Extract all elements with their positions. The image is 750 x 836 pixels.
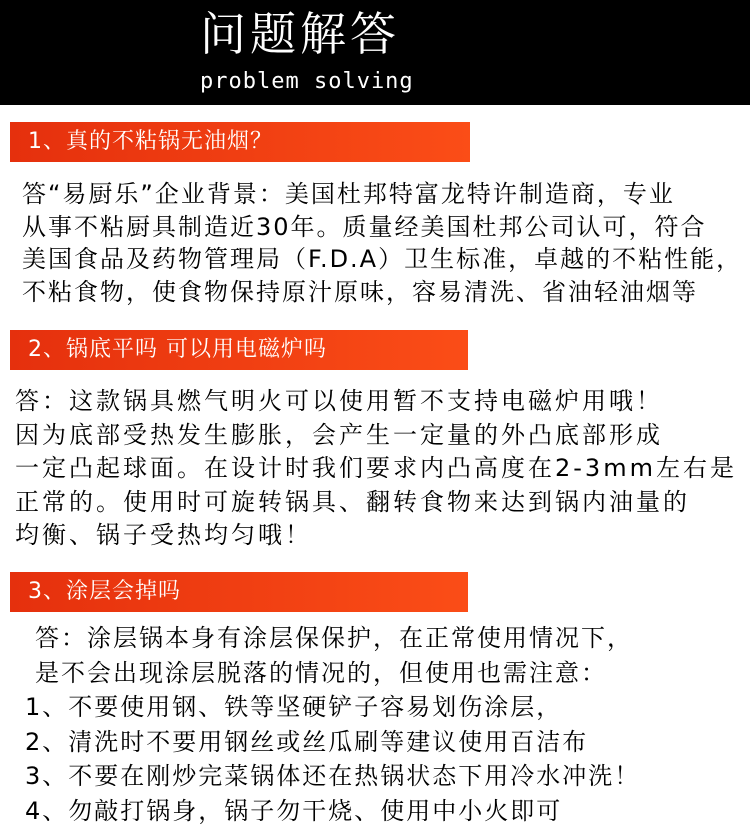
section-heading-2: 2、锅底平吗 可以用电磁炉吗 (28, 337, 327, 362)
section-heading-bar-2 (10, 330, 468, 370)
answer-line: 答：涂层锅本身有涂层保保护，在正常使用情况下， (35, 624, 633, 652)
answer-block-2 (15, 385, 740, 553)
answer-line: 因为底部受热发生膨胀，会产生一定量的外凸底部形成 (15, 420, 663, 449)
page-header (0, 0, 750, 105)
answer-line: 1、不要使用钢、铁等坚硬铲子容易划伤涂层， (25, 693, 563, 721)
answer-line: 从事不粘厨具制造近30年。质量经美国杜邦公司认可，符合 (22, 212, 707, 241)
answer-line: 3、不要在刚炒完菜锅体还在热锅状态下用冷水冲洗！ (25, 762, 641, 790)
answer-line: 不粘食物，使食物保持原汁原味，容易清洗、省油轻油烟等 (22, 277, 698, 306)
answer-line: 答：这款锅具燃气明火可以使用暂不支持电磁炉用哦！ (15, 387, 663, 415)
section-heading-bar-1 (10, 122, 470, 162)
page-subtitle: problem solving (200, 69, 414, 94)
answer-line: 2、清洗时不要用钢丝或丝瓜刷等建议使用百洁布 (25, 727, 589, 756)
answer-block-3 (25, 621, 750, 828)
answer-line: 正常的。使用时可旋转锅具、翻转食物来达到锅内油量的 (15, 487, 690, 516)
section-heading-1: 1、真的不粘锅无油烟？ (28, 129, 273, 154)
answer-line: 一定凸起球面。在设计时我们要求内凸高度在2-3mm左右是 (15, 454, 737, 482)
answer-block-1 (22, 178, 747, 308)
section-heading-bar-3 (10, 572, 468, 612)
answer-line: 答“易厨乐”企业背景：美国杜邦特富龙特许制造商，专业 (22, 180, 675, 208)
page-title: 问题解答 (200, 7, 400, 61)
section-heading-3: 3、涂层会掉吗 (28, 579, 181, 604)
answer-line: 4、勿敲打锅身，锅子勿干烧、使用中小火即可 (25, 796, 563, 825)
answer-line: 均衡、锅子受热均匀哦！ (15, 521, 312, 549)
answer-line: 美国食品及药物管理局（F.D.A）卫生标准，卓越的不粘性能， (22, 245, 743, 273)
answer-line: 是不会出现涂层脱落的情况的，但使用也需注意： (35, 658, 607, 687)
